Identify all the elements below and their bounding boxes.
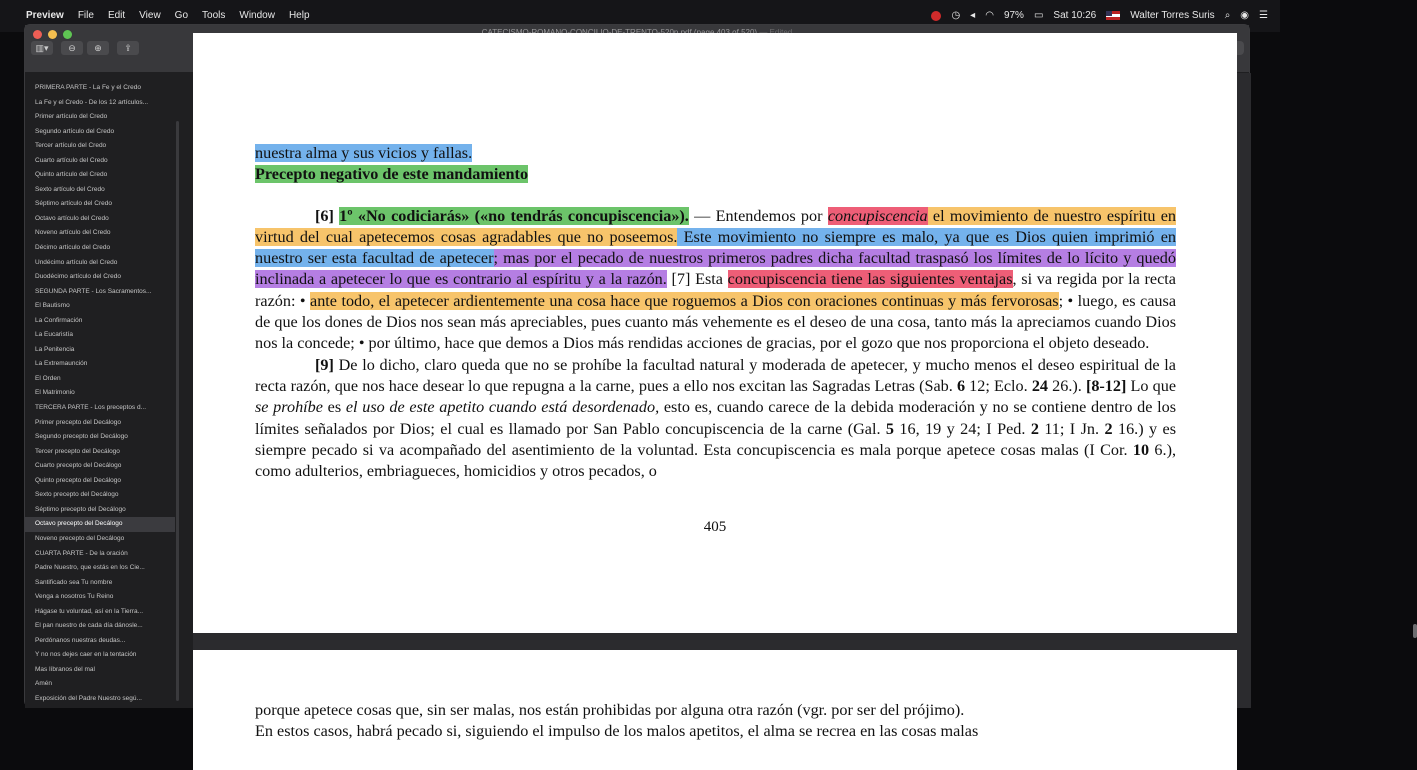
toc-item[interactable]: Sexto artículo del Credo (35, 185, 105, 193)
paragraph-text: ; • luego, es causa de que los dones de Dios nos sean más apreciables, pues cuanto más vehemente es el deseo de una cosa, tanto más la apreciamos cuando Dios nos la concede; • por último, hace que demos a Dios más rendidas acciones de gracias, por el gozo que nos proporciona el objeto deseado. (255, 291, 1176, 353)
toc-item[interactable]: Exposición del Padre Nuestro segú... (35, 694, 142, 702)
user-name[interactable]: Walter Torres Suris (1130, 10, 1215, 21)
citation-number: 2 (1030, 419, 1039, 438)
toc-item[interactable]: Quinto precepto del Decálogo (35, 476, 122, 484)
toc-item[interactable]: Cuarto precepto del Decálogo (35, 462, 122, 470)
toc-item[interactable]: SEGUNDA PARTE - Los Sacramentos... (35, 287, 152, 295)
paragraph-text: 16, 19 y 24; I Ped. (894, 419, 1031, 438)
input-source-flag-icon[interactable] (1106, 11, 1120, 20)
paragraph-text: , si va regida por la recta razón: • (255, 270, 1176, 310)
toc-item[interactable]: Duodécimo artículo del Credo (35, 273, 121, 281)
record-icon[interactable] (931, 11, 941, 21)
toc-item[interactable]: El pan nuestro de cada día dánosle... (35, 622, 143, 630)
toc-item[interactable]: Segundo precepto del Decálogo (35, 433, 128, 441)
toc-item[interactable]: TERCERA PARTE - Los preceptos d... (35, 404, 147, 412)
paragraph-9 (255, 355, 1176, 483)
toc-item[interactable]: Hágase tu voluntad, así en la Tierra... (35, 607, 144, 615)
paragraph-6 (255, 206, 1176, 355)
text-line (255, 143, 1176, 164)
toc-item[interactable]: Venga a nosotros Tu Reino (35, 593, 114, 601)
preview-window (24, 24, 1250, 741)
highlighted-text[interactable]: el movimiento de nuestro espíritu en virtud del cual apetecemos cosas agradables que no poseemos. (255, 206, 1177, 246)
italic-text: se prohíbe (255, 398, 323, 417)
zoom-out-button[interactable] (61, 41, 83, 55)
toc-item[interactable]: Décimo artículo del Credo (35, 244, 111, 252)
highlighted-term[interactable]: concupiscencia (827, 206, 928, 225)
document-scrollbar[interactable] (1413, 624, 1417, 638)
zoom-in-button[interactable] (87, 41, 109, 55)
table-of-contents-sidebar (25, 73, 193, 708)
paragraph-text: es (322, 398, 346, 417)
spacer (255, 186, 1176, 206)
toc-item[interactable]: Séptimo artículo del Credo (35, 200, 112, 208)
pdf-page-405[interactable] (193, 33, 1237, 633)
citation-number: 10 (1132, 440, 1150, 459)
toc-item[interactable]: Cuarto artículo del Credo (35, 156, 108, 164)
battery-percent[interactable]: 97% (1003, 10, 1024, 21)
text-line: porque apetece cosas que, sin ser malas, nos están prohibidas por alguna otra razón (vgr. por ser del prójimo). (255, 701, 965, 719)
paragraph-text: 11; I Jn. (1038, 419, 1105, 438)
toc-item[interactable]: La Confirmación (35, 316, 83, 324)
toc-item[interactable]: La Penitencia (35, 345, 75, 353)
menu-go[interactable]: Go (174, 10, 189, 21)
menu-tools[interactable]: Tools (202, 10, 226, 21)
paragraph-text: 12; Eclo. (965, 376, 1032, 395)
toc-item[interactable]: La Fe y el Credo - De los 12 artículos... (35, 98, 149, 106)
sidebar-icon: ▥▾ (35, 42, 49, 53)
paragraph-text: [7] Esta (666, 270, 728, 289)
italic-text: el uso de este apetito cuando está desordenado, (345, 398, 660, 417)
highlighted-text[interactable]: Este movimiento no siempre es malo, ya que es Dios quien imprimió en nuestro ser esta facultad de apetecer (255, 227, 1176, 268)
sidebar-toggle-button[interactable] (31, 41, 53, 55)
highlighted-text[interactable]: ante todo, el apetecer ardientemente una cosa hace que roguemos a Dios con oraciones continuas y más fervorosas (310, 291, 1059, 310)
highlighted-text[interactable]: ; mas por el pecado de nuestros primeros padres dicha facultad traspasó los límites de lo lícito y quedó inclinada a apetecer lo que es contrario al espíritu y a la razón. (255, 249, 1176, 289)
paragraph-number: [8-12] (1085, 376, 1127, 395)
toc-item[interactable]: El Matrimonio (35, 389, 75, 397)
toc-item[interactable]: Segundo artículo del Credo (35, 127, 115, 135)
siri-icon[interactable]: ◉ (1240, 10, 1250, 21)
toc-item[interactable]: Santificado sea Tu nombre (35, 578, 113, 586)
page-number: 405 (703, 519, 727, 535)
toc-item[interactable]: La Extremaunción (35, 360, 88, 368)
paragraph-text: Lo que (1126, 376, 1176, 395)
share-button[interactable] (117, 41, 139, 55)
paragraph-text: — Entendemos por (688, 206, 828, 225)
wifi-icon[interactable]: ◠ (985, 10, 994, 21)
toc-item[interactable]: PRIMERA PARTE - La Fe y el Credo (35, 84, 141, 91)
citation-number: 2 (1104, 419, 1113, 438)
section-heading (255, 164, 1176, 185)
paragraph-text: 26.). (1048, 376, 1086, 395)
toc-item[interactable]: Amén (35, 680, 52, 688)
toc-item[interactable]: Octavo precepto del Decálogo (25, 517, 175, 532)
clock[interactable]: Sat 10:26 (1053, 10, 1097, 21)
toc-item[interactable]: Undécimo artículo del Credo (35, 258, 118, 266)
citation-number: 6 (956, 376, 966, 395)
volume-icon[interactable]: ◂ (970, 10, 976, 21)
toc-item[interactable]: Séptimo precepto del Decálogo (35, 505, 126, 513)
pdf-page-next[interactable] (193, 650, 1237, 770)
spotlight-icon[interactable]: ⌕ (1224, 10, 1231, 21)
highlighted-text[interactable]: concupiscencia tiene las siguientes ventajas (727, 270, 1013, 289)
citation-number: 5 (885, 419, 895, 438)
toc-item[interactable]: Noveno precepto del Decálogo (35, 534, 125, 542)
paragraph-number: [6] (315, 206, 334, 225)
toc-item[interactable]: Mas líbranos del mal (35, 665, 95, 673)
toc-item[interactable]: CUARTA PARTE - De la oración (35, 549, 128, 557)
citation-number: 24 (1031, 376, 1048, 395)
menu-edit[interactable]: Edit (107, 10, 126, 21)
menu-file[interactable]: File (77, 10, 94, 21)
page-text-block (255, 700, 1176, 743)
toc-item[interactable]: La Eucaristía (35, 331, 73, 339)
toc-item[interactable]: Sexto precepto del Decálogo (35, 491, 119, 499)
toc-item[interactable]: Padre Nuestro, que estás en los Cie... (35, 564, 145, 572)
zoom-out-icon: ⊖ (68, 42, 76, 53)
share-icon: ⇪ (124, 42, 132, 53)
notification-center-icon[interactable]: ☰ (1259, 10, 1268, 21)
text-line: En estos casos, habrá pecado si, siguiendo el impulso de los malos apetitos, el alma se recrea en las cosas malas (255, 722, 979, 741)
zoom-in-icon: ⊕ (94, 42, 102, 53)
toc-item[interactable]: Primer artículo del Credo (35, 113, 108, 121)
page-text-block (255, 143, 1176, 482)
toc-item[interactable]: El Bautismo (35, 302, 70, 310)
toc-item[interactable]: Tercer artículo del Credo (35, 142, 107, 150)
menu-view[interactable]: View (139, 10, 161, 21)
paragraph-text: 16.) y es siempre pecado si va acompañado del asentimiento de la voluntad. Esta concupiscencia es mala porque apetece cosas malas (I Cor. (255, 419, 1176, 459)
toc-item[interactable]: Y no nos dejes caer en la tentación (35, 651, 137, 659)
toc-item[interactable]: Octavo artículo del Credo (35, 214, 109, 222)
paragraph-number: [9] (315, 355, 334, 374)
paragraph-text: 6.), como adulterios, embriagueces, homicidios y otros pecados, o (255, 440, 1177, 481)
menu-help[interactable]: Help (288, 10, 310, 21)
toc-item[interactable]: El Orden (35, 374, 61, 382)
app-menu[interactable]: Preview (26, 10, 64, 21)
document-view[interactable] (193, 73, 1251, 741)
paragraph-text: De lo dicho, claro queda que no se prohíbe la facultad natural y moderada de apetecer, y mucho menos el deseo espiritual de la recta razón, que nos hace desear lo que repugna a la carne, pues a ello nos excitan las Sagradas Letras (Sab. (255, 355, 1176, 395)
sidebar-scrollbar[interactable] (176, 121, 179, 701)
toc-list (25, 73, 193, 707)
time-machine-icon[interactable]: ◷ (951, 10, 961, 21)
battery-icon[interactable]: ▭ (1033, 10, 1044, 21)
menu-window[interactable]: Window (239, 10, 275, 21)
highlighted-text[interactable]: nuestra alma y sus vicios y fallas. (255, 144, 473, 162)
toc-item[interactable]: Tercer precepto del Decálogo (35, 447, 120, 455)
toc-item[interactable]: Noveno artículo del Credo (35, 229, 111, 237)
section-heading-text[interactable]: Precepto negativo de este mandamiento (255, 165, 529, 184)
paragraph-text: esto es, cuando carece de la debida moderación y no se contiene dentro de los límites señalados por Dios; el cual es llamado por San Pablo concupiscencia de la carne (Gal. (255, 398, 1176, 438)
toc-item[interactable]: Quinto artículo del Credo (35, 171, 108, 179)
toc-item[interactable]: Primer precepto del Decálogo (35, 418, 121, 426)
highlighted-title[interactable]: 1º «No codiciarás» («no tendrás concupiscencia»). (339, 206, 689, 225)
toc-item[interactable]: Perdónanos nuestras deudas... (35, 636, 126, 644)
